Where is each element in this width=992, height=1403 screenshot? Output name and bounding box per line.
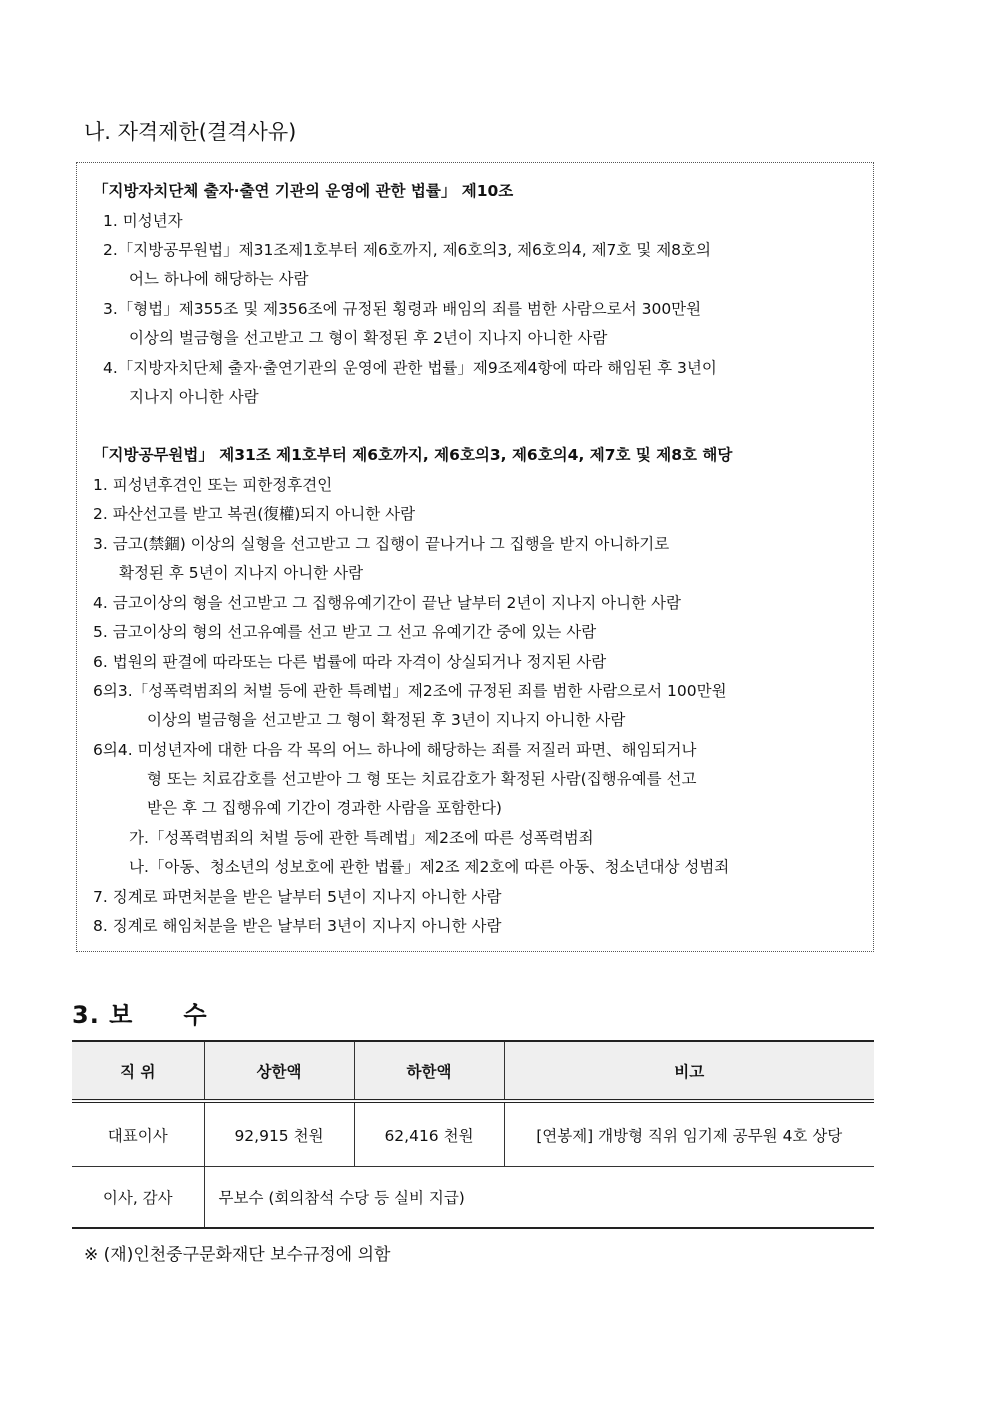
block1-title: 「지방자치단체 출자·출연 기관의 운영에 관한 법률」 제10조 (93, 182, 514, 200)
pay-table (72, 1040, 874, 1229)
header-upper: 상한액 (204, 1041, 354, 1101)
block2-line: 형 또는 치료감호를 선고받아 그 형 또는 치료감호가 확정된 사람(집행유예를 선고 (147, 770, 697, 788)
header-position: 직 위 (72, 1041, 204, 1101)
cell-merged: 무보수 (회의참석 수당 등 실비 지급) (204, 1167, 874, 1229)
block1-line: 4.「지방자치단체 출자·출연기관의 운영에 관한 법률」제9조제4항에 따라 해임된 후 3년이 (103, 359, 717, 377)
table-header-row (72, 1041, 874, 1101)
pay-heading-end: 수 (183, 1001, 208, 1029)
block2-line: 6. 법원의 판결에 따라또는 다른 법률에 따라 자격이 상실되거나 정지된 사람 (93, 653, 607, 671)
block1-line: 지나지 아니한 사람 (129, 388, 259, 406)
cell-position: 이사, 감사 (72, 1167, 204, 1229)
header-note: 비고 (504, 1041, 874, 1101)
section-heading-qualification: 나. 자격제한(결격사유) (84, 120, 297, 144)
cell-position: 대표이사 (72, 1101, 204, 1167)
cell-upper: 92,915 천원 (204, 1101, 354, 1167)
block1-line: 1. 미성년자 (103, 212, 183, 230)
pay-heading-num: 3. 보 (72, 1001, 134, 1029)
block2-line: 6의4. 미성년자에 대한 다음 각 목의 어느 하나에 해당하는 죄를 저질러 파면、해임되거나 (93, 741, 697, 759)
block2-line: 가.「성폭력범죄의 처벌 등에 관한 특례법」제2조에 따른 성폭력범죄 (129, 829, 594, 847)
qualification-box (76, 162, 874, 952)
block2-line: 8. 징계로 해임처분을 받은 날부터 3년이 지나지 아니한 사람 (93, 917, 502, 935)
header-lower: 하한액 (354, 1041, 504, 1101)
block1-line: 3.「형법」제355조 및 제356조에 규정된 횡령과 배임의 죄를 범한 사람으로서 300만원 (103, 300, 702, 318)
block2-line: 이상의 벌금형을 선고받고 그 형이 확정된 후 3년이 지나지 아니한 사람 (147, 711, 626, 729)
block2-line: 3. 금고(禁錮) 이상의 실형을 선고받고 그 집행이 끝나거나 그 집행을 받지 아니하기로 (93, 535, 670, 553)
block2-line: 2. 파산선고를 받고 복권(復權)되지 아니한 사람 (93, 505, 416, 523)
block2-line: 1. 피성년후견인 또는 피한정후견인 (93, 476, 333, 494)
block2-line: 확정된 후 5년이 지나지 아니한 사람 (119, 564, 364, 582)
block2-line: 7. 징계로 파면처분을 받은 날부터 5년이 지나지 아니한 사람 (93, 888, 502, 906)
section-heading-pay (72, 995, 208, 1030)
cell-lower: 62,416 천원 (354, 1101, 504, 1167)
block2-line: 나.「아동、청소년의 성보호에 관한 법률」제2조 제2호에 따른 아동、청소년대상 성범죄 (129, 858, 730, 876)
block2-title: 「지방공무원법」 제31조 제1호부터 제6호까지, 제6호의3, 제6호의4, 제7호 및 제8호 해당 (93, 446, 733, 464)
block2-line: 5. 금고이상의 형의 선고유예를 선고 받고 그 선고 유예기간 중에 있는 사람 (93, 623, 597, 641)
block2-line: 4. 금고이상의 형을 선고받고 그 집행유예기간이 끝난 날부터 2년이 지나지 아니한 사람 (93, 594, 681, 612)
block1-line: 어느 하나에 해당하는 사람 (129, 270, 309, 288)
block1-line: 이상의 벌금형을 선고받고 그 형이 확정된 후 2년이 지나지 아니한 사람 (129, 329, 608, 347)
cell-note: [연봉제] 개방형 직위 임기제 공무원 4호 상당 (504, 1101, 874, 1167)
block1-line: 2.「지방공무원법」제31조제1호부터 제6호까지, 제6호의3, 제6호의4, 제7호 및 제8호의 (103, 241, 711, 259)
block2-line: 받은 후 그 집행유예 기간이 경과한 사람을 포함한다) (147, 799, 502, 817)
table-row (72, 1167, 874, 1229)
footnote: ※ (재)인천중구문화재단 보수규정에 의함 (84, 1245, 391, 1265)
block2-line: 6의3.「성폭력범죄의 처벌 등에 관한 특례법」제2조에 규정된 죄를 범한 사람으로서 100만원 (93, 682, 727, 700)
table-row (72, 1101, 874, 1167)
